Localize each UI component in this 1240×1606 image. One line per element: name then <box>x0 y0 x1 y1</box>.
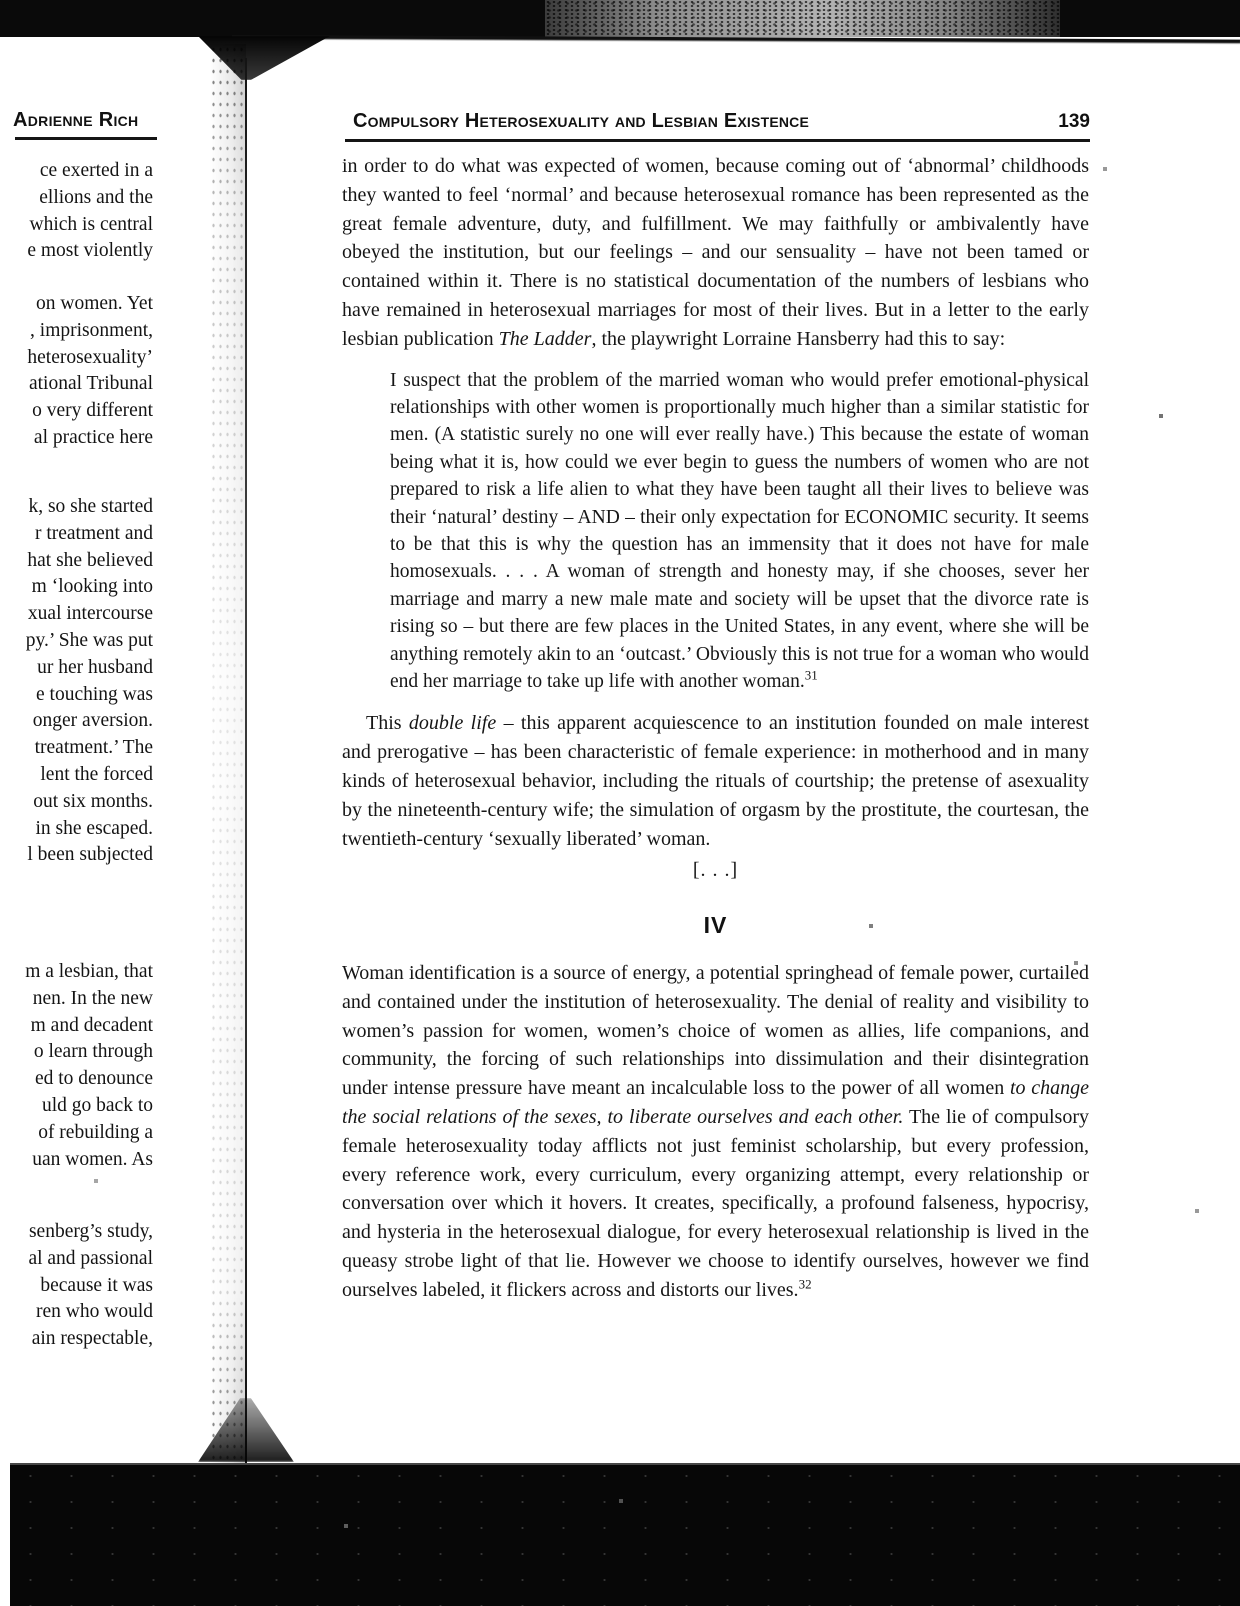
left-page-running-header: Adrienne Rich <box>13 109 139 131</box>
left-page-text-line: al and passional <box>28 1247 153 1269</box>
left-page-text-line: senberg’s study, <box>28 1221 153 1242</box>
left-page-text-fragment-group <box>0 494 153 869</box>
right-page-header-rule <box>345 139 1090 142</box>
paragraph-section-iv: Woman identification is a source of energy, a potential springhead of female power, curtailed and contained under the institution of heterosexuality. The denial of reality and visibility to women’s passion for women, women’s choice of women as allies, life companions, and community, the forcing of such relationships into dissimulation and their disintegration under intense pressure have meant an incalculable loss to the power of all women to change the social relations of the sexes, to liberate ourselves and each other. The lie of compulsory female heterosexuality today afflicts not just feminist scholarship, but every profession, every reference work, every curriculum, every organizing attempt, every relationship or conversation over which it hovers. It creates, specifically, a profound falseness, hypocrisy, and hysteria in the heterosexual dialogue, for every heterosexual relationship is lived in the queasy strobe light of that lie. However we choose to identify ourselves, however we find ourselves labeled, it flickers across and distorts our lives.$^{32}$ <box>342 962 1090 1301</box>
scan-speckles <box>0 0 2 2</box>
left-page-text-line: xual intercourse <box>27 603 153 625</box>
page-number: 139 <box>1058 111 1090 132</box>
left-page-text-line: treatment.’ The <box>34 737 153 759</box>
left-page-text-line: which is central <box>29 213 153 235</box>
left-page-text-line: al practice here <box>33 426 153 448</box>
left-page-text-line: e touching was <box>36 683 153 705</box>
paragraph-double-life: This double life – this apparent acquiescence to an institution founded on male interest and prerogative – has been characteristic of female experience: in motherhood and in many kinds of heterosexual behavior, including the rituals of courtship; the pretense of asexuality by the nineteenth-century wife; the simulation of orgasm by the prostitute, the courtesan, the twentieth-century ‘sexually liberated’ woman. <box>342 712 1090 850</box>
left-page-text-line: ed to denounce <box>34 1068 153 1090</box>
section-heading-iv: IV <box>703 912 728 939</box>
left-page-text-line: in she escaped. <box>35 817 153 839</box>
left-page-text-fragment-group <box>0 1219 153 1353</box>
left-page-text-line: py.’ She was put <box>25 629 153 651</box>
left-page-text-line: uan women. As <box>32 1148 153 1170</box>
left-page-text-line: uld go back to <box>41 1094 153 1116</box>
left-page-text-line: nen. In the new <box>32 987 153 1009</box>
scan-bottom-bar <box>10 1463 1240 1606</box>
scan-noise-texture <box>545 0 1060 37</box>
scan-top-bar <box>0 0 1240 37</box>
left-page-text-line: ellions and the <box>39 186 153 208</box>
left-page-text-line: heterosexuality’ <box>27 346 153 368</box>
left-page-text-line: e most violently <box>27 240 153 262</box>
left-page-text-line: r treatment and <box>34 522 153 544</box>
left-page-text-line: o very different <box>32 400 153 422</box>
left-page-text-line: lent the forced <box>40 763 153 785</box>
left-page-text-line: o learn through <box>33 1041 153 1063</box>
left-page-text-line: , imprisonment, <box>30 319 153 341</box>
left-page-text-line: because it was <box>40 1274 153 1296</box>
book-gutter-shadow <box>210 44 246 1464</box>
left-page-text-line: m a lesbian, that <box>25 961 153 982</box>
book-gutter-line <box>245 58 247 1463</box>
left-page-text-fragment-group <box>0 959 153 1173</box>
left-page-header-rule <box>15 137 157 140</box>
left-page-text-fragment-group <box>0 158 153 265</box>
right-page-running-header: Compulsory Heterosexuality and Lesbian Existence <box>353 110 810 132</box>
right-page-body <box>342 152 1089 1305</box>
left-page-text-line: l been subjected <box>27 844 153 866</box>
left-page-text-line: on women. Yet <box>35 293 153 314</box>
left-page-text-line: ren who would <box>36 1301 153 1323</box>
left-page-text-line: m ‘looking into <box>31 576 153 598</box>
left-page-text-line: of rebuilding a <box>38 1121 153 1143</box>
left-page-text-line: out six months. <box>33 790 153 812</box>
left-page-text-line: k, so she started <box>28 496 153 517</box>
hansberry-letter-blockquote: I suspect that the problem of the married woman who would prefer emotional-physical relationships with other women is proportionally much higher than a similar statistic for men. (A statistic surely no one will ever really have.) This because the estate of woman being what it is, how could we ever begin to guess the numbers of women who are not prepared to risk a life alien to what they have been taught all their lives to believe was their ‘natural’ destiny – AND – their only expectation for ECONOMIC security. It seems to be that this is why the question has an immensity that it does not have for male homosexuals. . . . A woman of strength and honesty may, if she chooses, sever her marriage and marry a new male mate and society will be upset that the divorce rate is rising so – but there are few places in the United States, in any event, where she will be anything remotely akin to an ‘outcast.’ Obviously this is not true for a woman who would end her marriage to take up life with another woman.$^{31}$ <box>390 369 1089 693</box>
right-page-header <box>353 110 1090 133</box>
paragraph-intro: in order to do what was expected of women, because coming out of ‘abnormal’ childhoods they wanted to feel ‘normal’ and because heterosexual romance has been represented as the great female adventure, duty, and fulfillment. We may faithfully or ambivalently have obeyed the institution, but our feelings – and our sensuality – have not been tamed or contained within it. There is no statistical documentation of the numbers of lesbians who have remained in heterosexual marriages for most of their lives. But in a letter to the early lesbian publication The Ladder, the playwright Lorraine Hansberry had this to say: <box>342 155 1089 350</box>
left-page-text-line: onger aversion. <box>32 710 153 732</box>
left-page-text-fragment-group <box>0 291 153 452</box>
left-page-text-line: ain respectable, <box>31 1328 153 1350</box>
omission-marker: [. . .] <box>692 859 739 882</box>
left-page-text-line: ce exerted in a <box>39 160 153 181</box>
left-page-text-line: m and decadent <box>30 1014 153 1036</box>
left-page-text-line: hat she believed <box>27 549 153 571</box>
left-page-text-line: ur her husband <box>37 656 153 678</box>
left-page-text-line: ational Tribunal <box>28 373 153 395</box>
